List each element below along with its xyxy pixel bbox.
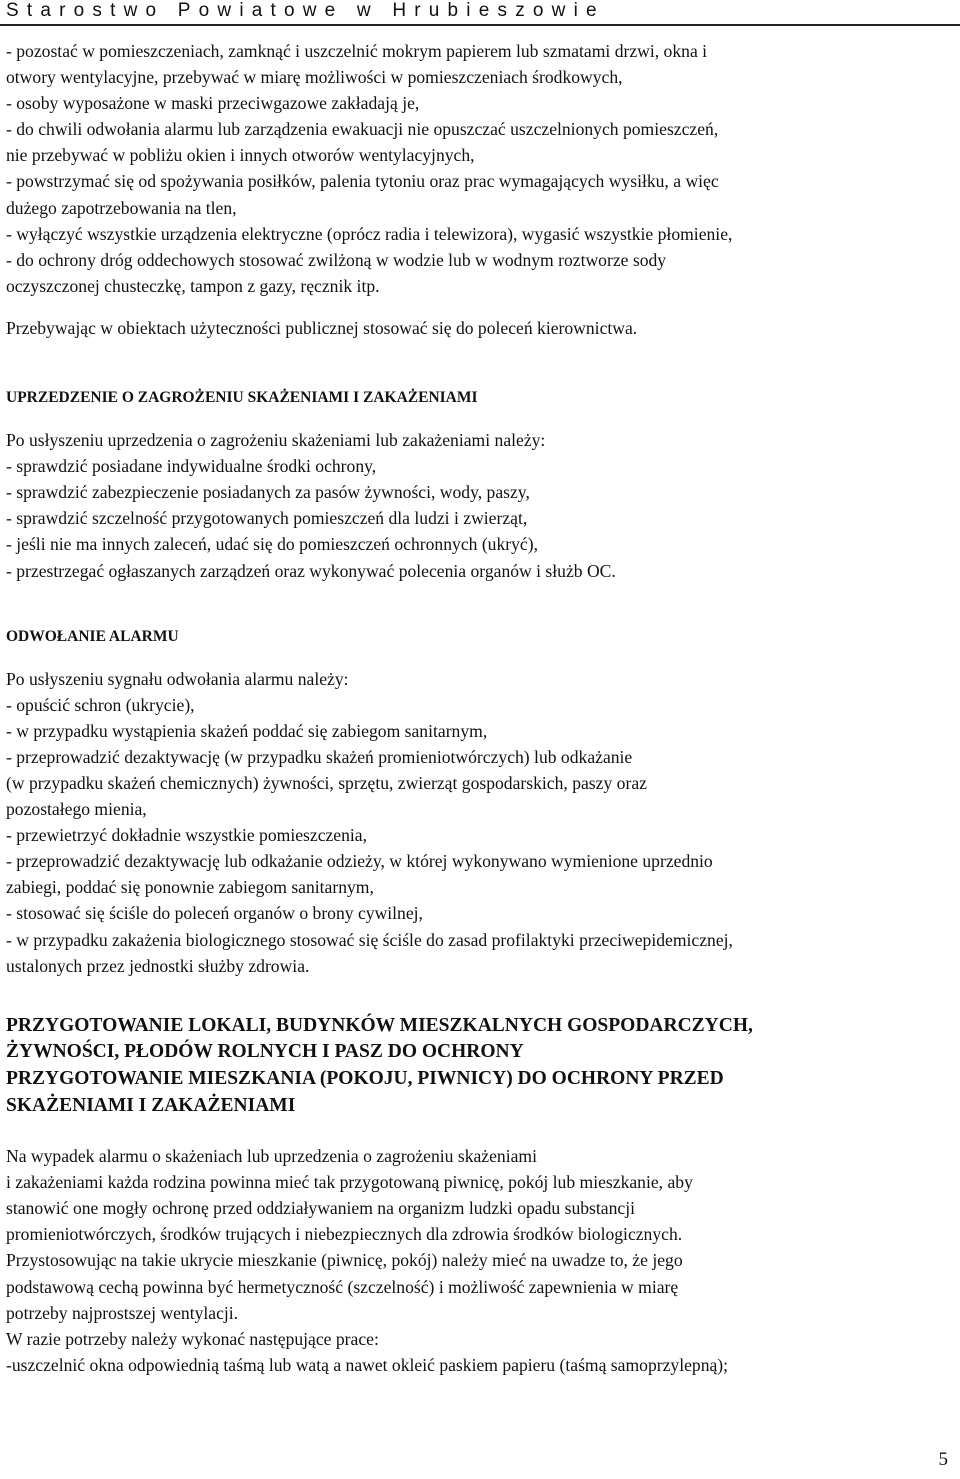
contamination-warning-section	[6, 385, 956, 584]
text-line: Na wypadek alarmu o skażeniach lub uprzedzenia o zagrożeniu skażeniami	[6, 1146, 537, 1167]
shelter-preparation-section	[6, 1013, 956, 1378]
text-line: stanowić one mogły ochronę przed oddziaływaniem na organizm ludzki opadu substancji	[6, 1198, 635, 1219]
text-line: - wyłączyć wszystkie urządzenia elektryczne (oprócz radia i telewizora), wygasić wszystkie płomienie,	[6, 223, 733, 244]
text-line: ustalonych przez jednostki służby zdrowia.	[6, 955, 310, 976]
text-line: - stosować się ściśle do poleceń organów o brony cywilnej,	[6, 903, 423, 924]
text-line: Przystosowując na takie ukrycie mieszkanie (piwnicę, pokój) należy mieć na uwadze to, że jego	[6, 1250, 683, 1271]
text-line: pozostałego mienia,	[6, 799, 147, 820]
page-number: 5	[938, 1449, 948, 1470]
text-line: - sprawdzić posiadane indywidualne środki ochrony,	[6, 456, 377, 477]
text-line: - w przypadku wystąpienia skażeń poddać się zabiegom sanitarnym,	[6, 720, 488, 741]
alarm-cancellation-section	[6, 624, 956, 979]
text-line: - przeprowadzić dezaktywację lub odkażanie odzieży, w której wykonywano wymienione uprzednio	[6, 851, 713, 872]
text-line: - sprawdzić zabezpieczenie posiadanych za pasów żywności, wody, paszy,	[6, 482, 530, 503]
section-heading: ŻYWNOŚCI, PŁODÓW ROLNYCH I PASZ DO OCHRONY	[6, 1041, 524, 1063]
text-line: otwory wentylacyjne, przebywać w miarę możliwości w pomieszczeniach środkowych,	[6, 67, 623, 88]
text-line: - pozostać w pomieszczeniach, zamknąć i uszczelnić mokrym papierem lub szmatami drzwi, okna i	[6, 41, 708, 61]
section-heading: PRZYGOTOWANIE MIESZKANIA (POKOJU, PIWNICY) DO OCHRONY PRZED	[6, 1067, 724, 1089]
protective-instructions-block	[6, 38, 956, 341]
section-heading: UPRZEDZENIE O ZAGROŻENIU SKAŻENIAMI I ZAKAŻENIAMI	[6, 389, 478, 407]
text-line: dużego zapotrzebowania na tlen,	[6, 197, 237, 218]
section-heading: PRZYGOTOWANIE LOKALI, BUDYNKÓW MIESZKALNYCH GOSPODARCZYCH,	[6, 1014, 753, 1036]
text-line: - sprawdzić szczelność przygotowanych pomieszczeń dla ludzi i zwierząt,	[6, 508, 528, 529]
text-line: - do ochrony dróg oddechowych stosować zwilżoną w wodzie lub w wodnym roztworze sody	[6, 249, 667, 270]
text-line: (w przypadku skażeń chemicznych) żywności, sprzętu, zwierząt gospodarskich, paszy oraz	[6, 772, 647, 793]
text-line: - przewietrzyć dokładnie wszystkie pomieszczenia,	[6, 825, 368, 846]
text-line: nie przebywać w pobliżu okien i innych otworów wentylacyjnych,	[6, 145, 475, 166]
text-line: oczyszczonej chusteczkę, tampon z gazy, ręcznik itp.	[6, 275, 380, 296]
text-line: - opuścić schron (ukrycie),	[6, 694, 195, 715]
text-line: W razie potrzeby należy wykonać następujące prace:	[6, 1328, 379, 1349]
section-heading: SKAŻENIAMI I ZAKAŻENIAMI	[6, 1094, 296, 1116]
text-line: -uszczelnić okna odpowiednią taśmą lub watą a nawet okleić paskiem papieru (taśmą samoprzylepną);	[6, 1354, 729, 1375]
document-header: Starostwo Powiatowe w Hrubieszowie	[6, 0, 605, 21]
public-buildings-note: Przebywając w obiektach użyteczności publicznej stosować się do poleceń kierownictwa.	[6, 317, 638, 338]
text-line: - jeśli nie ma innych zaleceń, udać się do pomieszczeń ochronnych (ukryć),	[6, 534, 538, 555]
text-line: - przestrzegać ogłaszanych zarządzeń oraz wykonywać polecenia organów i służb OC.	[6, 560, 616, 581]
text-line: potrzeby najprostszej wentylacji.	[6, 1302, 239, 1323]
section-heading: ODWOŁANIE ALARMU	[6, 627, 179, 645]
text-line: promieniotwórczych, środków trujących i niebezpiecznych dla zdrowia środków biologicznych.	[6, 1224, 683, 1245]
text-line: i zakażeniami każda rodzina powinna mieć tak przygotowaną piwnicę, pokój lub mieszkanie, aby	[6, 1172, 693, 1193]
text-line: - w przypadku zakażenia biologicznego stosować się ściśle do zasad profilaktyki przeciwepidemicznej,	[6, 929, 733, 950]
text-line: Po usłyszeniu sygnału odwołania alarmu należy:	[6, 668, 349, 689]
document-body	[6, 38, 956, 1378]
text-line: - przeprowadzić dezaktywację (w przypadku skażeń promieniotwórczych) lub odkażanie	[6, 746, 633, 767]
text-line: - osoby wyposażone w maski przeciwgazowe zakładają je,	[6, 93, 420, 114]
text-line: Po usłyszeniu uprzedzenia o zagrożeniu skażeniami lub zakażeniami należy:	[6, 430, 546, 451]
text-line: podstawową cechą powinna być hermetyczność (szczelność) i możliwość zapewnienia w miarę	[6, 1276, 679, 1297]
text-line: - do chwili odwołania alarmu lub zarządzenia ewakuacji nie opuszczać uszczelnionych pomieszczeń,	[6, 119, 719, 140]
text-line: - powstrzymać się od spożywania posiłków, palenia tytoniu oraz prac wymagających wysiłku, a więc	[6, 171, 719, 192]
header-divider	[0, 24, 960, 26]
text-line: zabiegi, poddać się ponownie zabiegom sanitarnym,	[6, 877, 374, 898]
